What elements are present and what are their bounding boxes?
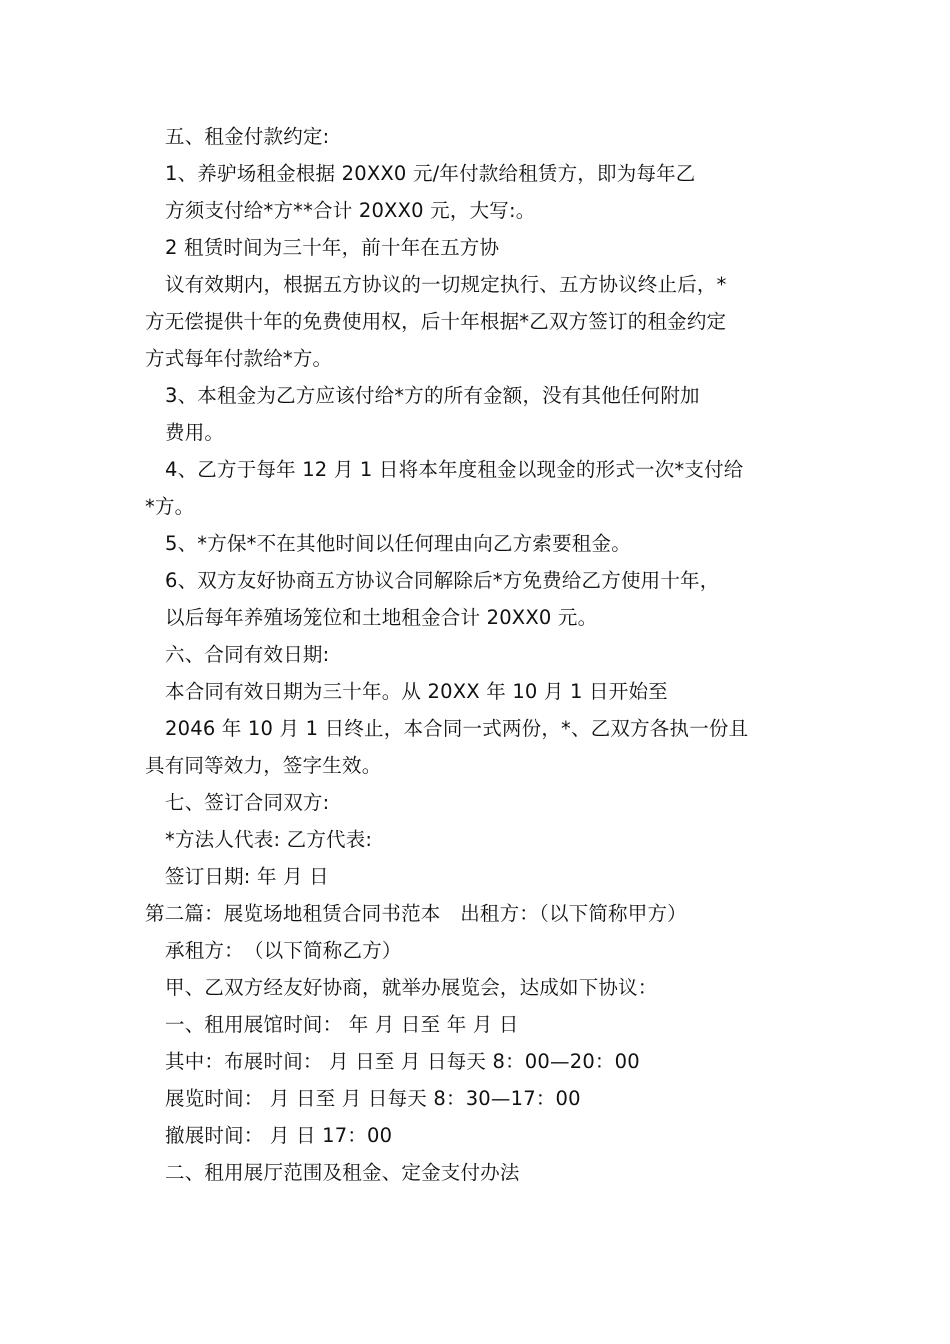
text-line: 费用。 bbox=[165, 421, 225, 444]
text-line: *方。 bbox=[145, 495, 195, 518]
text-line: 6、双方友好协商五方协议合同解除后*方免费给乙方使用十年， bbox=[165, 569, 720, 592]
text-line: 3、本租金为乙方应该付给*方的所有金额，没有其他任何附加 bbox=[165, 384, 700, 407]
text-line: 具有同等效力，签字生效。 bbox=[145, 754, 382, 777]
text-line: 承租方： （以下简称乙方） bbox=[165, 939, 402, 962]
text-line: 展览时间： 月 日至 月 日每天 8：30—17：00 bbox=[165, 1087, 581, 1110]
text-line: 七、签订合同双方: bbox=[165, 791, 330, 814]
text-line: 方无偿提供十年的免费使用权，后十年根据*乙双方签订的租金约定 bbox=[145, 310, 727, 333]
text-line: 五、租金付款约定: bbox=[165, 125, 330, 148]
text-line: 撤展时间： 月 日 17：00 bbox=[165, 1124, 393, 1147]
text-line: 本合同有效日期为三十年。从 20XX 年 10 月 1 日开始至 bbox=[165, 680, 668, 703]
text-line: 1、养驴场租金根据 20XX0 元/年付款给租赁方，即为每年乙 bbox=[165, 162, 696, 185]
text-line: 2046 年 10 月 1 日终止，本合同一式两份，*、乙双方各执一份且 bbox=[165, 717, 749, 740]
text-line: 甲、乙双方经友好协商，就举办展览会，达成如下协议： bbox=[165, 976, 658, 999]
text-line: 议有效期内，根据五方协议的一切规定执行、五方协议终止后，* bbox=[165, 273, 727, 296]
text-line: 以后每年养殖场笼位和土地租金合计 20XX0 元。 bbox=[165, 606, 598, 629]
text-line: 5、*方保*不在其他时间以任何理由向乙方索要租金。 bbox=[165, 532, 631, 555]
text-line: 一、租用展馆时间： 年 月 日至 年 月 日 bbox=[165, 1013, 519, 1036]
text-line: 第二篇：展览场地租赁合同书范本 出租方：（以下简称甲方） bbox=[145, 902, 687, 925]
text-line: 其中：布展时间： 月 日至 月 日每天 8：00—20：00 bbox=[165, 1050, 640, 1073]
text-line: 方须支付给*方**合计 20XX0 元，大写:。 bbox=[165, 199, 536, 222]
text-line: 六、合同有效日期: bbox=[165, 643, 330, 666]
text-line: 4、乙方于每年 12 月 1 日将本年度租金以现金的形式一次*支付给 bbox=[165, 458, 744, 481]
text-line: 二、租用展厅范围及租金、定金支付办法 bbox=[165, 1161, 520, 1184]
text-line: *方法人代表: 乙方代表: bbox=[165, 828, 373, 851]
text-line: 2 租赁时间为三十年，前十年在五方协 bbox=[165, 236, 500, 259]
text-line: 方式每年付款给*方。 bbox=[145, 347, 333, 370]
text-line: 签订日期: 年 月 日 bbox=[165, 865, 329, 888]
